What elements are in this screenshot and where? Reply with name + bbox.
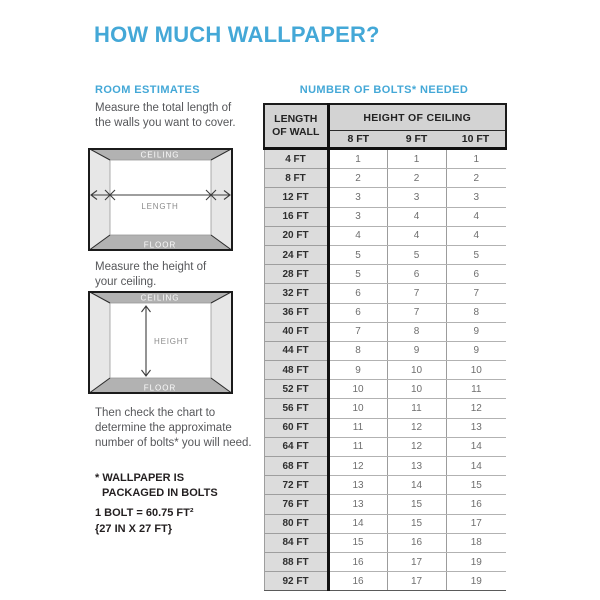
right-wall (211, 291, 233, 394)
bolt-count-cell: 2 (446, 169, 506, 188)
wall-length-cell: 80 FT (264, 514, 328, 533)
table-row (264, 341, 506, 360)
table-row (264, 303, 506, 322)
bolt-count-cell: 1 (446, 149, 506, 169)
bolt-count-cell: 16 (328, 572, 387, 591)
bolt-count-cell: 6 (387, 265, 446, 284)
bolt-count-cell: 13 (328, 495, 387, 514)
bolt-count-cell: 5 (328, 245, 387, 264)
bolt-count-cell: 4 (446, 207, 506, 226)
bolt-count-cell: 10 (328, 380, 387, 399)
wall-length-cell: 76 FT (264, 495, 328, 514)
wall-length-cell: 28 FT (264, 265, 328, 284)
bolt-count-cell: 1 (387, 149, 446, 169)
room-length-diagram (88, 148, 233, 251)
bolt-count-cell: 17 (387, 572, 446, 591)
back-wall (110, 160, 211, 235)
bolt-count-cell: 15 (387, 495, 446, 514)
length-label: LENGTH (141, 202, 179, 211)
bolt-count-cell: 8 (387, 322, 446, 341)
floor-label: FLOOR (143, 240, 177, 250)
text-line: 1 BOLT = 60.75 FT² (95, 507, 194, 519)
wall-length-cell: 84 FT (264, 533, 328, 552)
text-line: OF WALL (272, 126, 320, 138)
page-title: HOW MUCH WALLPAPER? (94, 22, 380, 47)
table-row (264, 533, 506, 552)
text-line: Then check the chart to (95, 407, 216, 419)
ceiling-8ft-header: 8 FT (328, 131, 387, 149)
table-row (264, 149, 506, 169)
wall-length-cell: 24 FT (264, 245, 328, 264)
text-line: * WALLPAPER IS (95, 472, 185, 484)
bolt-count-cell: 3 (446, 188, 506, 207)
table-row (264, 265, 506, 284)
wall-length-cell: 4 FT (264, 149, 328, 169)
table-row (264, 437, 506, 456)
bolt-count-cell: 11 (328, 437, 387, 456)
bolt-count-cell: 4 (328, 226, 387, 245)
table-row (264, 169, 506, 188)
wall-length-cell: 20 FT (264, 226, 328, 245)
table-row (264, 514, 506, 533)
bolt-count-cell: 7 (328, 322, 387, 341)
wall-length-cell: 48 FT (264, 361, 328, 380)
room-height-diagram (88, 291, 233, 394)
table-row (264, 552, 506, 571)
wall-length-cell: 12 FT (264, 188, 328, 207)
left-wall (88, 291, 110, 394)
wall-length-cell: 92 FT (264, 572, 328, 591)
room-estimates-heading: ROOM ESTIMATES (95, 84, 201, 96)
bolt-count-cell: 2 (387, 169, 446, 188)
table-row (264, 207, 506, 226)
bolt-count-cell: 16 (387, 533, 446, 552)
height-of-ceiling-header: HEIGHT OF CEILING (328, 104, 506, 131)
wallpaper-bolts-note (95, 471, 218, 501)
wall-length-cell: 44 FT (264, 341, 328, 360)
measure-height-text (95, 260, 206, 290)
bolt-count-cell: 5 (328, 265, 387, 284)
bolt-count-cell: 9 (446, 341, 506, 360)
bolt-count-cell: 11 (387, 399, 446, 418)
bolt-count-cell: 6 (328, 303, 387, 322)
table-row (264, 226, 506, 245)
bolt-count-cell: 19 (446, 552, 506, 571)
bolt-count-cell: 11 (446, 380, 506, 399)
bolt-count-cell: 6 (446, 265, 506, 284)
text-line: number of bolts* you will need. (95, 437, 252, 449)
wall-length-cell: 68 FT (264, 457, 328, 476)
table-row (264, 245, 506, 264)
bolt-count-cell: 7 (446, 284, 506, 303)
bolt-count-cell: 1 (328, 149, 387, 169)
bolt-count-cell: 15 (328, 533, 387, 552)
wall-length-cell: 52 FT (264, 380, 328, 399)
text-line: PACKAGED IN BOLTS (102, 487, 218, 499)
bolt-count-cell: 8 (446, 303, 506, 322)
measure-length-text (95, 101, 236, 131)
bolts-table-grid (263, 103, 507, 591)
bolt-count-cell: 4 (387, 226, 446, 245)
text-line: LENGTH (274, 113, 318, 125)
bolt-count-cell: 13 (387, 457, 446, 476)
bolt-count-cell: 9 (328, 361, 387, 380)
table-row (264, 188, 506, 207)
bolt-count-cell: 15 (387, 514, 446, 533)
bolt-count-cell: 3 (328, 188, 387, 207)
bolt-count-cell: 12 (387, 437, 446, 456)
bolt-count-cell: 4 (387, 207, 446, 226)
bolt-count-cell: 19 (446, 572, 506, 591)
bolt-count-cell: 15 (446, 476, 506, 495)
bolt-count-cell: 13 (446, 418, 506, 437)
bolt-count-cell: 10 (387, 380, 446, 399)
bolt-size-info (95, 506, 194, 537)
table-row (264, 399, 506, 418)
bolt-count-cell: 10 (328, 399, 387, 418)
table-row (264, 418, 506, 437)
bolt-count-cell: 4 (446, 226, 506, 245)
bolt-count-cell: 5 (387, 245, 446, 264)
bolt-count-cell: 3 (387, 188, 446, 207)
wall-length-cell: 88 FT (264, 552, 328, 571)
bolt-count-cell: 2 (328, 169, 387, 188)
bolt-count-cell: 12 (328, 457, 387, 476)
table-row (264, 322, 506, 341)
bolt-count-cell: 12 (387, 418, 446, 437)
table-row (264, 380, 506, 399)
bolt-count-cell: 14 (328, 514, 387, 533)
bolt-count-cell: 17 (446, 514, 506, 533)
text-line: Measure the total length of (95, 102, 232, 114)
height-label: HEIGHT (154, 337, 190, 346)
table-row (264, 572, 506, 591)
text-line: Measure the height of (95, 261, 207, 273)
text-line: the walls you want to cover. (95, 117, 236, 129)
bolt-count-cell: 16 (328, 552, 387, 571)
wall-length-cell: 40 FT (264, 322, 328, 341)
bolt-count-cell: 8 (328, 341, 387, 360)
wall-length-cell: 36 FT (264, 303, 328, 322)
table-row (264, 457, 506, 476)
bolt-count-cell: 3 (328, 207, 387, 226)
bolts-needed-heading: NUMBER OF BOLTS* NEEDED (299, 84, 469, 96)
wall-length-cell: 16 FT (264, 207, 328, 226)
ceiling-label: CEILING (140, 293, 180, 303)
wall-length-cell: 56 FT (264, 399, 328, 418)
wall-length-cell: 72 FT (264, 476, 328, 495)
length-of-wall-header (264, 104, 328, 149)
wall-length-cell: 32 FT (264, 284, 328, 303)
text-line: {27 IN X 27 FT} (95, 522, 173, 535)
ceiling-label: CEILING (140, 150, 180, 160)
bolts-table (263, 103, 507, 591)
floor-label: FLOOR (143, 383, 177, 393)
bolt-table-body (264, 149, 506, 591)
text-line: determine the approximate (95, 422, 232, 434)
table-row (264, 495, 506, 514)
ceiling-10ft-header: 10 FT (446, 131, 506, 149)
wall-length-cell: 64 FT (264, 437, 328, 456)
bolt-count-cell: 10 (446, 361, 506, 380)
bolt-count-cell: 7 (387, 303, 446, 322)
bolt-count-cell: 9 (446, 322, 506, 341)
bolt-count-cell: 5 (446, 245, 506, 264)
wall-length-cell: 8 FT (264, 169, 328, 188)
bolt-count-cell: 9 (387, 341, 446, 360)
left-wall (88, 148, 110, 251)
bolt-count-cell: 18 (446, 533, 506, 552)
bolt-count-cell: 16 (446, 495, 506, 514)
bolt-count-cell: 6 (328, 284, 387, 303)
bolt-count-cell: 14 (446, 457, 506, 476)
bolt-count-cell: 17 (387, 552, 446, 571)
table-row (264, 284, 506, 303)
bolt-count-cell: 11 (328, 418, 387, 437)
bolt-count-cell: 12 (446, 399, 506, 418)
check-chart-text (95, 406, 252, 451)
bolt-count-cell: 10 (387, 361, 446, 380)
bolt-count-cell: 13 (328, 476, 387, 495)
table-row (264, 476, 506, 495)
ceiling-9ft-header: 9 FT (387, 131, 446, 149)
bolt-count-cell: 14 (446, 437, 506, 456)
right-wall (211, 148, 233, 251)
bolt-count-cell: 7 (387, 284, 446, 303)
wall-length-cell: 60 FT (264, 418, 328, 437)
text-line: your ceiling. (95, 276, 157, 288)
table-row (264, 361, 506, 380)
bolt-count-cell: 14 (387, 476, 446, 495)
